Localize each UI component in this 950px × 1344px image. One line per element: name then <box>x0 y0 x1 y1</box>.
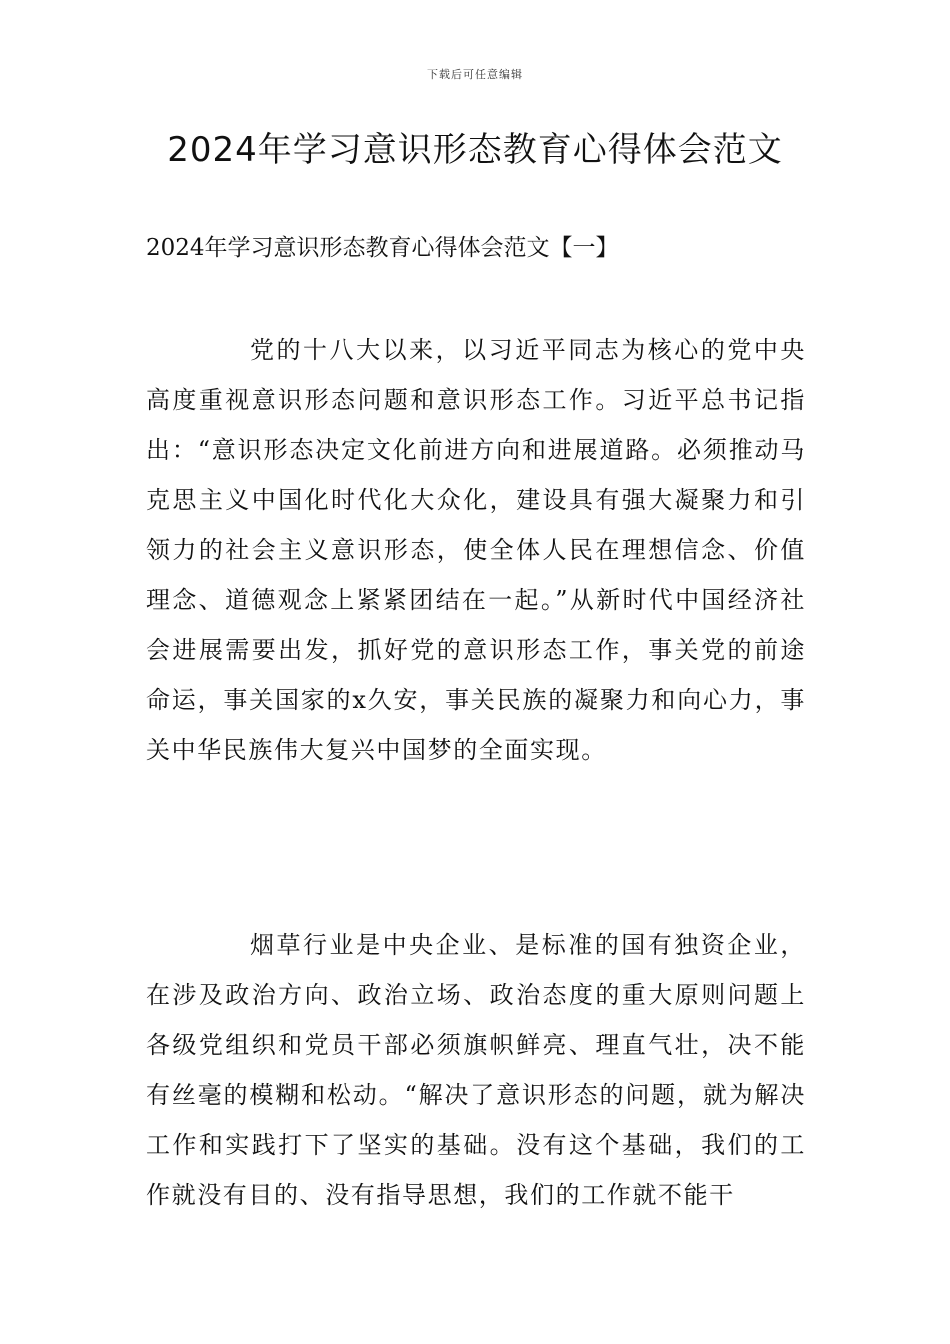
body-paragraph: 烟草行业是中央企业、是标准的国有独资企业，在涉及政治方向、政治立场、政治态度的重大原则问题上各级党组织和党员干部必须旗帜鲜亮、理直气壮，决不能有丝毫的模糊和松动。“解决了意识形态的问题，就为解决工作和实践打下了坚实的基础。没有这个基础，我们的工作就没有目的、没有指导思想，我们的工作就不能干 <box>146 931 806 1209</box>
section-title: 2024年学习意识形态教育心得体会范文【一】 <box>146 235 619 261</box>
document-title: 2024年学习意识形态教育心得体会范文 <box>167 130 783 170</box>
header-note: 下载后可任意编辑 <box>427 68 523 81</box>
body-paragraph: 党的十八大以来，以习近平同志为核心的党中央高度重视意识形态问题和意识形态工作。习近平总书记指出：“意识形态决定文化前进方向和进展道路。必须推动马克思主义中国化时代化大众化，建设具有强大凝聚力和引领力的社会主义意识形态，使全体人民在理想信念、价值理念、道德观念上紧紧团结在一起。”从新时代中国经济社会进展需要出发，抓好党的意识形态工作，事关党的前途命运，事关国家的x久安，事关民族的凝聚力和向心力，事关中华民族伟大复兴中国梦的全面实现。 <box>146 336 806 764</box>
